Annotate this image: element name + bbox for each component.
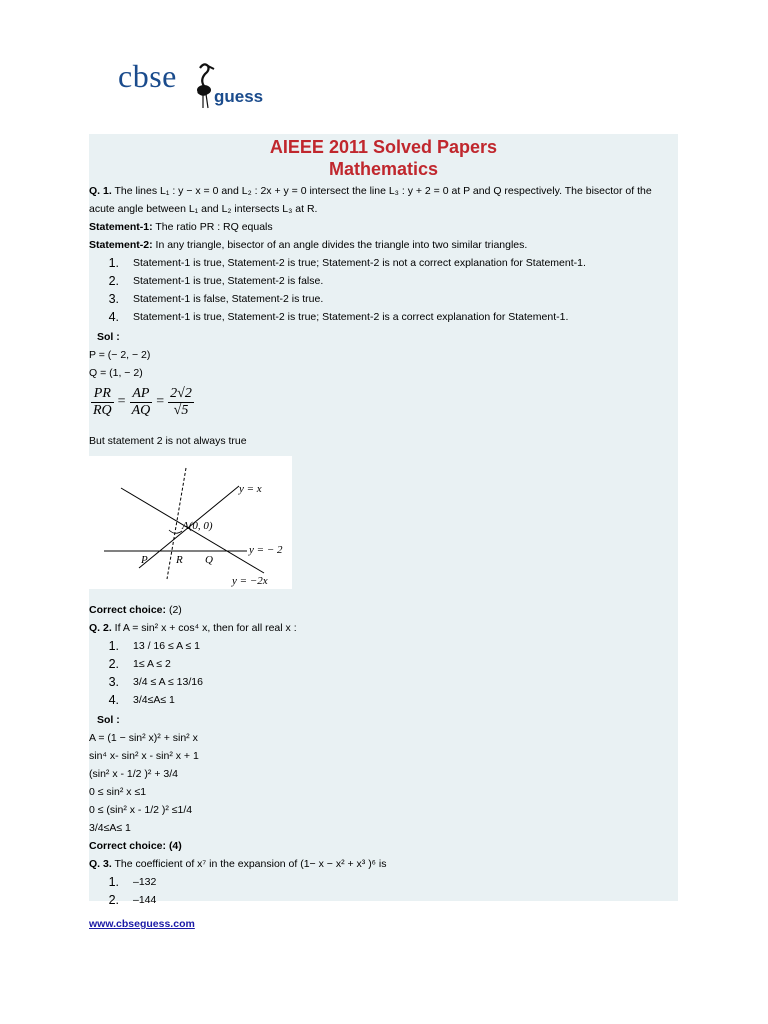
logo-text-cbse: cbse	[118, 58, 177, 94]
numerator: PR	[93, 385, 111, 401]
q2-correct-choice	[89, 837, 678, 855]
list-item	[89, 655, 678, 673]
label-y-neg-2x: y = −2x	[232, 575, 268, 587]
option-text: Statement-1 is true, Statement-2 is false.	[133, 275, 324, 287]
q1-statement-2	[89, 236, 678, 254]
footer-website-link[interactable]: www.cbseguess.com	[89, 918, 195, 930]
q1-cc-value: (2)	[166, 604, 182, 616]
option-number: 1.	[108, 256, 119, 270]
q2-label: Q. 2.	[89, 622, 112, 634]
question-3	[89, 855, 678, 873]
option-number: 2.	[108, 893, 119, 907]
list-item	[89, 308, 678, 326]
option-number: 4.	[108, 693, 119, 707]
q2-sol-line: 0 ≤ sin² x ≤1	[89, 786, 147, 798]
option-text: 3/4 ≤ A ≤ 13/16	[133, 676, 203, 688]
paper-title: AIEEE 2011 Solved Papers	[269, 137, 498, 157]
option-number: 1.	[108, 639, 119, 653]
q2-sol-line: 0 ≤ (sin² x - 1/2 )² ≤1/4	[89, 804, 193, 816]
q1-s1-label: Statement-1:	[89, 221, 153, 233]
list-item	[89, 272, 678, 290]
paper-subject: Mathematics	[328, 159, 439, 179]
option-text: Statement-1 is true, Statement-2 is true; Statement-2 is not a correct explanation for Statement-1.	[133, 257, 586, 269]
fraction	[168, 386, 194, 419]
q1-correct-choice	[89, 601, 678, 619]
list-item	[89, 673, 678, 691]
list-item	[89, 891, 678, 909]
angle-arc	[169, 530, 182, 533]
list-item	[89, 691, 678, 709]
option-number: 1.	[108, 875, 119, 889]
list-item	[89, 254, 678, 272]
q1-s1-text: The ratio PR : RQ equals	[152, 221, 273, 233]
list-item	[89, 290, 678, 308]
option-number: 3.	[108, 675, 119, 689]
label-y-x: y = x	[239, 483, 262, 495]
logo-text-guess: guess	[214, 87, 264, 106]
q1-label: Q. 1.	[89, 185, 112, 197]
list-item	[89, 873, 678, 891]
cbseguess-logo	[118, 58, 278, 113]
q2-sol-line: sin⁴ x- sin² x - sin² x + 1	[89, 750, 199, 762]
denominator: AQ	[131, 402, 151, 418]
equals-sign: =	[117, 394, 126, 409]
question-2	[89, 619, 678, 637]
label-r: R	[176, 554, 183, 566]
q1-s2-label: Statement-2:	[89, 239, 153, 251]
q2-solution-label: Sol :	[97, 714, 120, 726]
option-text: 1≤ A ≤ 2	[133, 658, 171, 670]
option-number: 2.	[108, 657, 119, 671]
option-text: 13 / 16 ≤ A ≤ 1	[133, 640, 200, 652]
option-number: 4.	[108, 310, 119, 324]
option-text: Statement-1 is true, Statement-2 is true; Statement-2 is a correct explanation for Statement-1.	[133, 311, 569, 323]
label-y-neg-2: y = − 2	[249, 544, 283, 556]
fraction	[130, 386, 153, 419]
q2-sol-line: (sin² x - 1/2 )² + 3/4	[89, 768, 178, 780]
q3-label: Q. 3.	[89, 858, 112, 870]
option-text: –132	[133, 876, 157, 888]
q1-sol-note: But statement 2 is not always true	[89, 435, 247, 447]
option-number: 3.	[108, 292, 119, 306]
q1-options	[89, 254, 678, 326]
lines-diagram-svg	[89, 456, 292, 589]
q3-options	[89, 873, 678, 909]
numerator: AP	[132, 385, 150, 401]
q1-s2-text: In any triangle, bisector of an angle divides the triangle into two similar triangles.	[152, 239, 528, 251]
q1-sol-p: P = (− 2, − 2)	[89, 349, 151, 361]
label-q: Q	[205, 554, 213, 566]
q2-options	[89, 637, 678, 709]
q2-sol-line: 3/4≤A≤ 1	[89, 822, 131, 834]
q1-cc-label: Correct choice:	[89, 604, 167, 616]
denominator: RQ	[93, 402, 112, 418]
q2-sol-line: A = (1 − sin² x)² + sin² x	[89, 732, 198, 744]
numerator: 2√2	[170, 385, 192, 401]
question-1	[89, 182, 678, 218]
q2-cc-label: Correct choice: (4)	[89, 840, 182, 852]
q3-text: The coefficient of x⁷ in the expansion of (1− x − x² + x³ )⁶ is	[111, 858, 387, 870]
q1-statement-1	[89, 218, 678, 236]
option-text: Statement-1 is false, Statement-2 is true.	[133, 293, 324, 305]
option-text: –144	[133, 894, 157, 906]
q1-text: The lines L₁ : y − x = 0 and L₂ : 2x + y = 0 intersect the line L₃ : y + 2 = 0 at P and Q respectively. The bisector of the acute angle between L₁ and L₂ intersects L₃ at R.	[89, 185, 652, 215]
option-text: 3/4≤A≤ 1	[133, 694, 175, 706]
equals-sign: =	[156, 394, 165, 409]
q1-solution-label: Sol :	[97, 331, 120, 343]
denominator: √5	[173, 402, 189, 418]
fraction	[91, 386, 114, 419]
label-a: A(0, 0)	[182, 520, 213, 532]
q1-sol-q: Q = (1, − 2)	[89, 367, 143, 379]
option-number: 2.	[108, 274, 119, 288]
ratio-equation	[89, 382, 196, 422]
label-p: P	[141, 554, 148, 566]
paper-content	[89, 134, 678, 907]
lines-diagram	[89, 456, 292, 589]
q2-text: If A = sin² x + cos⁴ x, then for all real x :	[111, 622, 297, 634]
list-item	[89, 637, 678, 655]
